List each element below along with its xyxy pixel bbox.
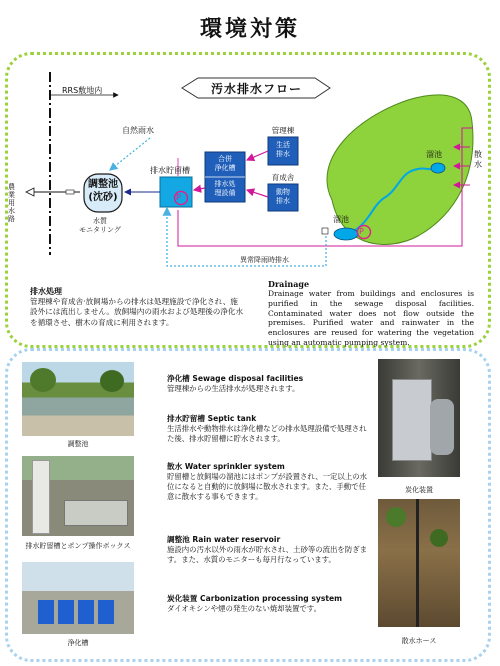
domestic-drain-label: 生活 排水 — [276, 141, 290, 158]
treatment-label: 排水処 理設備 — [214, 180, 236, 197]
item-septic-tank-body: 生活排水や動物排水は浄化槽などの排水処理設備で処理された後、排水貯留槽に貯水されます。 — [167, 424, 367, 444]
sprinkler-label: 散水 — [474, 150, 482, 169]
carbonizer-caption: 炭化装置 — [405, 486, 433, 494]
pond-lower-shape — [334, 228, 358, 240]
item-reservoir-body: 施設内の汚水以外の雨水が貯水され、土砂等の流出を防ぎます。また、水質のモニターも毎月行なっています。 — [167, 545, 367, 565]
natural-rain-label: 自然雨水 — [122, 126, 154, 135]
pond-lower-label: 溜池 — [333, 215, 349, 224]
item-carbonization-body: ダイオキシンや煙の発生のない焼却装置です。 — [167, 604, 321, 613]
item-sprinkler-body: 貯留槽と放飼場の溜池にはポンプが設置され、一定以上の水位になると自動的に放飼場に散水されます。また、手動で任意に散水する事もできます。 — [167, 472, 367, 502]
mgmt-building-label: 管理棟 — [271, 126, 295, 135]
farm-canal-label: 農業用水路 — [8, 183, 15, 223]
animal-drain-label: 動物 排水 — [276, 188, 290, 205]
item-reservoir-title: 調整池 Rain water reservoir — [167, 535, 281, 544]
hose-photo — [378, 499, 460, 627]
flow-title: 汚水排水フロー — [210, 82, 302, 96]
item-sewage — [167, 373, 367, 394]
item-sewage-title: 浄化槽 Sewage disposal facilities — [167, 374, 304, 383]
tank-pump-caption: 排水貯留槽とポンプ操作ボックス — [25, 542, 131, 550]
drainage-en — [268, 279, 474, 348]
item-sprinkler-title: 散水 Water sprinkler system — [167, 462, 285, 471]
page-title: 環境対策 — [199, 17, 300, 42]
drainage-tank-label: 排水貯留槽 — [150, 166, 190, 175]
retention-label: 調整池 (沈砂) — [88, 179, 118, 203]
pump-symbol-pond: P — [359, 227, 364, 236]
item-sprinkler — [167, 461, 367, 503]
pond-upper-shape — [431, 163, 445, 173]
carbonizer-photo — [378, 359, 460, 477]
item-carbonization-title: 炭化装置 Carbonization processing system — [167, 594, 343, 603]
item-carbonization — [167, 593, 367, 614]
drainage-jp — [30, 286, 245, 328]
septic-label: 合併 浄化槽 — [214, 155, 236, 172]
overflow-label: 異常降雨時排水 — [240, 256, 289, 264]
septic-caption: 浄化槽 — [67, 639, 89, 647]
retention-pond-photo — [22, 362, 134, 436]
drainage-jp-heading: 排水処理 — [30, 287, 62, 296]
tank-pump-photo — [22, 456, 134, 536]
boundary-label: RRS敷地内 — [62, 86, 103, 95]
septic-photo — [22, 562, 134, 634]
item-septic-tank — [167, 413, 367, 444]
pump-symbol-tank: P — [176, 193, 181, 202]
item-sewage-body: 管理棟からの生活排水が処理されます。 — [167, 384, 300, 393]
water-quality-label: 水質 モニタリング — [79, 217, 121, 234]
retention-pond-caption: 調整池 — [67, 440, 89, 448]
natural-rain-line — [110, 138, 150, 170]
item-reservoir — [167, 534, 367, 565]
hose-caption: 散水ホース — [401, 637, 437, 645]
drainage-jp-body: 管理棟や育成舎·放飼場からの排水は処理施設で浄化され、施設外には流出しません。放飼場内の雨水および処理後の浄化水を循環させ、樹木の育成に利用されます。 — [30, 297, 244, 327]
drainage-en-body: Drainage water from buildings and enclosures is purified in the sewage disposal facilities. Contaminated water does not flow outside the premises. Purified water and rainwater in the enclosures are reused for watering the vegetation using an automatic pumping system. — [268, 289, 474, 347]
drainage-en-heading: Drainage — [268, 279, 310, 289]
pond-upper-label: 溜池 — [426, 150, 442, 159]
breeding-house-label: 育成舎 — [271, 173, 295, 182]
item-septic-tank-title: 排水貯留槽 Septic tank — [167, 414, 257, 423]
